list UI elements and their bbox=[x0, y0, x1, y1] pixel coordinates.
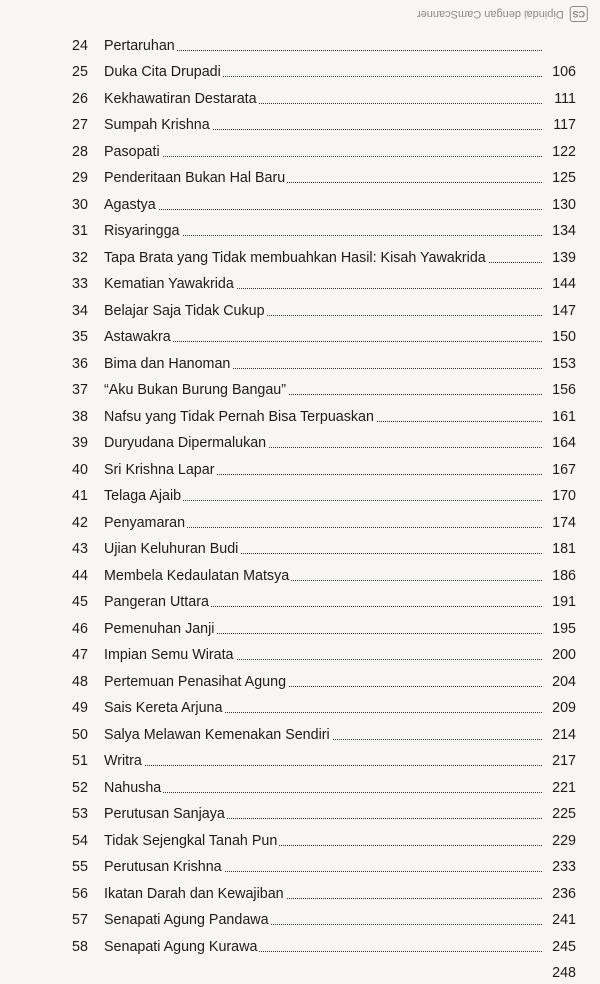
page-number: 147 bbox=[552, 303, 576, 319]
chapter-title: Duka Cita Drupadi bbox=[104, 64, 223, 80]
chapter-number: 54 bbox=[72, 833, 98, 849]
chapter-title: Impian Semu Wirata bbox=[104, 647, 236, 663]
chapter-number: 33 bbox=[72, 276, 98, 292]
dot-leader bbox=[104, 209, 542, 210]
dot-leader bbox=[104, 765, 542, 766]
chapter-number: 44 bbox=[72, 568, 98, 584]
toc-entry bbox=[0, 746, 600, 773]
dot-leader bbox=[104, 792, 542, 793]
chapter-title: Pertaruhan bbox=[104, 38, 177, 54]
toc-entry bbox=[0, 693, 600, 720]
chapter-number: 37 bbox=[72, 382, 98, 398]
chapter-title: Kematian Yawakrida bbox=[104, 276, 236, 292]
chapter-title: Penderitaan Bukan Hal Baru bbox=[104, 170, 287, 186]
chapter-title: Agastya bbox=[104, 197, 158, 213]
page-number: 191 bbox=[552, 594, 576, 610]
page-number: 181 bbox=[552, 541, 576, 557]
page-number: 245 bbox=[552, 939, 576, 955]
chapter-title: Duryudana Dipermalukan bbox=[104, 435, 268, 451]
page-number: 225 bbox=[552, 806, 576, 822]
chapter-number: 40 bbox=[72, 462, 98, 478]
page-number: 134 bbox=[552, 223, 576, 239]
chapter-number: 27 bbox=[72, 117, 98, 133]
chapter-number: 50 bbox=[72, 727, 98, 743]
page-number: 248 bbox=[552, 965, 576, 981]
chapter-title: Astawakra bbox=[104, 329, 173, 345]
chapter-title: Ikatan Darah dan Kewajiban bbox=[104, 886, 286, 902]
watermark-text: Dipindai dengan CamScanner bbox=[417, 8, 564, 20]
chapter-number: 47 bbox=[72, 647, 98, 663]
toc-entry bbox=[0, 772, 600, 799]
toc-entry bbox=[0, 57, 600, 84]
page-number: 233 bbox=[552, 859, 576, 875]
toc-entry bbox=[0, 375, 600, 402]
toc-entry bbox=[0, 852, 600, 879]
chapter-number: 58 bbox=[72, 939, 98, 955]
chapter-number: 53 bbox=[72, 806, 98, 822]
chapter-number: 38 bbox=[72, 409, 98, 425]
table-of-contents bbox=[0, 30, 600, 984]
chapter-number: 43 bbox=[72, 541, 98, 557]
chapter-number: 30 bbox=[72, 197, 98, 213]
camscanner-watermark bbox=[417, 6, 588, 22]
chapter-title: Salya Melawan Kemenakan Sendiri bbox=[104, 727, 332, 743]
toc-entry bbox=[0, 189, 600, 216]
chapter-title: Pasopati bbox=[104, 144, 162, 160]
page-number: 209 bbox=[552, 700, 576, 716]
page-number: 221 bbox=[552, 780, 576, 796]
chapter-title: Bima dan Hanoman bbox=[104, 356, 232, 372]
chapter-number: 46 bbox=[72, 621, 98, 637]
page-number: 167 bbox=[552, 462, 576, 478]
toc-entry bbox=[0, 931, 600, 958]
chapter-title: Sumpah Krishna bbox=[104, 117, 212, 133]
page-number: 200 bbox=[552, 647, 576, 663]
page-number: 217 bbox=[552, 753, 576, 769]
chapter-title: Tidak Sejengkal Tanah Pun bbox=[104, 833, 279, 849]
toc-entry bbox=[0, 719, 600, 746]
toc-entry bbox=[0, 825, 600, 852]
toc-entry bbox=[0, 587, 600, 614]
chapter-title: Ujian Keluhuran Budi bbox=[104, 541, 240, 557]
toc-entry bbox=[0, 507, 600, 534]
chapter-number: 57 bbox=[72, 912, 98, 928]
page-number: 139 bbox=[552, 250, 576, 266]
chapter-title: Sri Krishna Lapar bbox=[104, 462, 216, 478]
chapter-title: Telaga Ajaib bbox=[104, 488, 183, 504]
toc-entry bbox=[0, 269, 600, 296]
chapter-title: Penyamaran bbox=[104, 515, 187, 531]
chapter-number: 41 bbox=[72, 488, 98, 504]
chapter-title: Perutusan Krishna bbox=[104, 859, 224, 875]
toc-entry bbox=[0, 322, 600, 349]
page-number: 150 bbox=[552, 329, 576, 345]
page-number: 186 bbox=[552, 568, 576, 584]
chapter-number: 56 bbox=[72, 886, 98, 902]
toc-entry bbox=[0, 401, 600, 428]
page-number: 204 bbox=[552, 674, 576, 690]
toc-entry bbox=[0, 481, 600, 508]
toc-entry bbox=[0, 348, 600, 375]
chapter-title: “Aku Bukan Burung Bangau” bbox=[104, 382, 288, 398]
page-number: 170 bbox=[552, 488, 576, 504]
page-number: 195 bbox=[552, 621, 576, 637]
chapter-title: Pangeran Uttara bbox=[104, 594, 211, 610]
chapter-number: 42 bbox=[72, 515, 98, 531]
camscanner-logo-icon: CS bbox=[570, 6, 588, 22]
toc-entry bbox=[0, 454, 600, 481]
toc-entry bbox=[0, 242, 600, 269]
chapter-title: Pemenuhan Janji bbox=[104, 621, 216, 637]
page-number: 174 bbox=[552, 515, 576, 531]
page-number: 236 bbox=[552, 886, 576, 902]
chapter-number: 39 bbox=[72, 435, 98, 451]
page-number: 229 bbox=[552, 833, 576, 849]
chapter-number: 34 bbox=[72, 303, 98, 319]
toc-entry bbox=[0, 83, 600, 110]
page-number: 241 bbox=[552, 912, 576, 928]
toc-entry bbox=[0, 958, 600, 984]
toc-entry bbox=[0, 905, 600, 932]
page-number: 117 bbox=[553, 117, 576, 133]
chapter-title: Nahusha bbox=[104, 780, 163, 796]
page-number: 164 bbox=[552, 435, 576, 451]
page-number: 111 bbox=[554, 91, 576, 107]
toc-entry bbox=[0, 428, 600, 455]
page-number: 122 bbox=[552, 144, 576, 160]
page-number: 214 bbox=[552, 727, 576, 743]
chapter-title: Membela Kedaulatan Matsya bbox=[104, 568, 291, 584]
chapter-number: 32 bbox=[72, 250, 98, 266]
toc-entry bbox=[0, 30, 600, 57]
chapter-number: 24 bbox=[72, 38, 98, 54]
toc-entry bbox=[0, 878, 600, 905]
toc-entry bbox=[0, 295, 600, 322]
chapter-number: 52 bbox=[72, 780, 98, 796]
chapter-number: 35 bbox=[72, 329, 98, 345]
chapter-title: Nafsu yang Tidak Pernah Bisa Terpuaskan bbox=[104, 409, 376, 425]
chapter-title: Sais Kereta Arjuna bbox=[104, 700, 224, 716]
toc-entry bbox=[0, 216, 600, 243]
chapter-number: 26 bbox=[72, 91, 98, 107]
page-number: 153 bbox=[552, 356, 576, 372]
toc-entry bbox=[0, 613, 600, 640]
dot-leader bbox=[104, 156, 542, 157]
chapter-number: 49 bbox=[72, 700, 98, 716]
toc-entry bbox=[0, 110, 600, 137]
chapter-number: 48 bbox=[72, 674, 98, 690]
page-number: 106 bbox=[552, 64, 576, 80]
chapter-title: Senapati Agung Kurawa bbox=[104, 939, 259, 955]
chapter-title: Belajar Saja Tidak Cukup bbox=[104, 303, 267, 319]
toc-entry bbox=[0, 640, 600, 667]
toc-entry bbox=[0, 534, 600, 561]
page-number: 130 bbox=[552, 197, 576, 213]
chapter-title: Senapati Agung Pandawa bbox=[104, 912, 271, 928]
chapter-title: Writra bbox=[104, 753, 144, 769]
page-number: 161 bbox=[552, 409, 576, 425]
chapter-title: Kekhawatiran Destarata bbox=[104, 91, 259, 107]
chapter-number: 51 bbox=[72, 753, 98, 769]
page-number: 125 bbox=[552, 170, 576, 186]
toc-entry bbox=[0, 666, 600, 693]
toc-entry bbox=[0, 560, 600, 587]
page-number: 144 bbox=[552, 276, 576, 292]
chapter-title: Risyaringga bbox=[104, 223, 182, 239]
chapter-number: 31 bbox=[72, 223, 98, 239]
chapter-number: 55 bbox=[72, 859, 98, 875]
chapter-number: 45 bbox=[72, 594, 98, 610]
chapter-number: 28 bbox=[72, 144, 98, 160]
toc-entry bbox=[0, 163, 600, 190]
page-number: 156 bbox=[552, 382, 576, 398]
toc-entry bbox=[0, 136, 600, 163]
chapter-number: 36 bbox=[72, 356, 98, 372]
chapter-title: Tapa Brata yang Tidak membuahkan Hasil: Kisah Yawakrida bbox=[104, 250, 488, 266]
chapter-number: 29 bbox=[72, 170, 98, 186]
chapter-title: Perutusan Sanjaya bbox=[104, 806, 227, 822]
chapter-title: Pertemuan Penasihat Agung bbox=[104, 674, 288, 690]
chapter-number: 25 bbox=[72, 64, 98, 80]
toc-entry bbox=[0, 799, 600, 826]
